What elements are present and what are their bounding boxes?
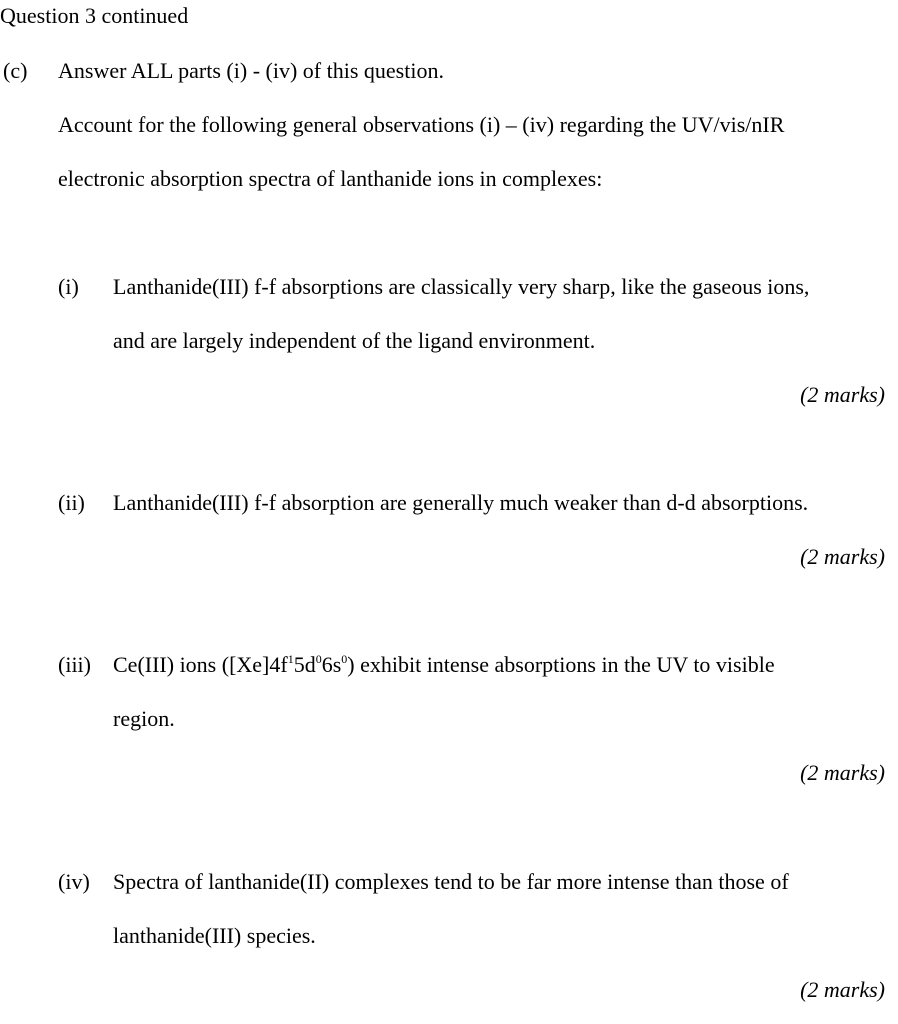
part-c-intro-line1: Account for the following general observations (i) – (iv) regarding the UV/vis/nIR bbox=[58, 112, 785, 137]
item-iii-6s: 6s bbox=[321, 652, 342, 677]
part-c-instruction: Answer ALL parts (i) - (iv) of this question. bbox=[58, 58, 444, 83]
item-i-line1: Lanthanide(III) f-f absorptions are classically very sharp, like the gaseous ions, bbox=[113, 274, 810, 299]
item-iii-marks: (2 marks) bbox=[800, 760, 885, 785]
item-ii-line1: Lanthanide(III) f-f absorption are generally much weaker than d-d absorptions. bbox=[113, 490, 809, 515]
item-iv-marks: (2 marks) bbox=[800, 977, 885, 1002]
item-iii-label: (iii) bbox=[58, 652, 91, 677]
item-iv-line2: lanthanide(III) species. bbox=[113, 923, 316, 948]
item-iii-sup-4f: 1 bbox=[287, 652, 294, 666]
item-i-marks: (2 marks) bbox=[800, 382, 885, 407]
item-iii-sup-5d: 0 bbox=[315, 652, 322, 666]
item-iv-label: (iv) bbox=[58, 869, 90, 894]
item-ii-label: (ii) bbox=[58, 490, 85, 515]
item-iii-line1-prefix: Ce(III) ions ([Xe]4f bbox=[113, 652, 288, 677]
item-iii-line1 bbox=[113, 654, 775, 676]
item-iii-sup-6s: 0 bbox=[341, 652, 348, 666]
item-ii-marks: (2 marks) bbox=[800, 544, 885, 569]
part-c-intro-line2: electronic absorption spectra of lanthanide ions in complexes: bbox=[58, 166, 603, 191]
part-c-label: (c) bbox=[3, 58, 28, 83]
item-iii-line2: region. bbox=[113, 706, 175, 731]
item-i-label: (i) bbox=[58, 274, 79, 299]
item-iii-line1-suffix: ) exhibit intense absorptions in the UV to visible bbox=[347, 652, 775, 677]
item-iv-line1: Spectra of lanthanide(II) complexes tend to be far more intense than those of bbox=[113, 869, 789, 894]
page-header: Question 3 continued bbox=[0, 3, 189, 28]
item-iii-5d: 5d bbox=[293, 652, 316, 677]
item-i-line2: and are largely independent of the ligand environment. bbox=[113, 328, 596, 353]
